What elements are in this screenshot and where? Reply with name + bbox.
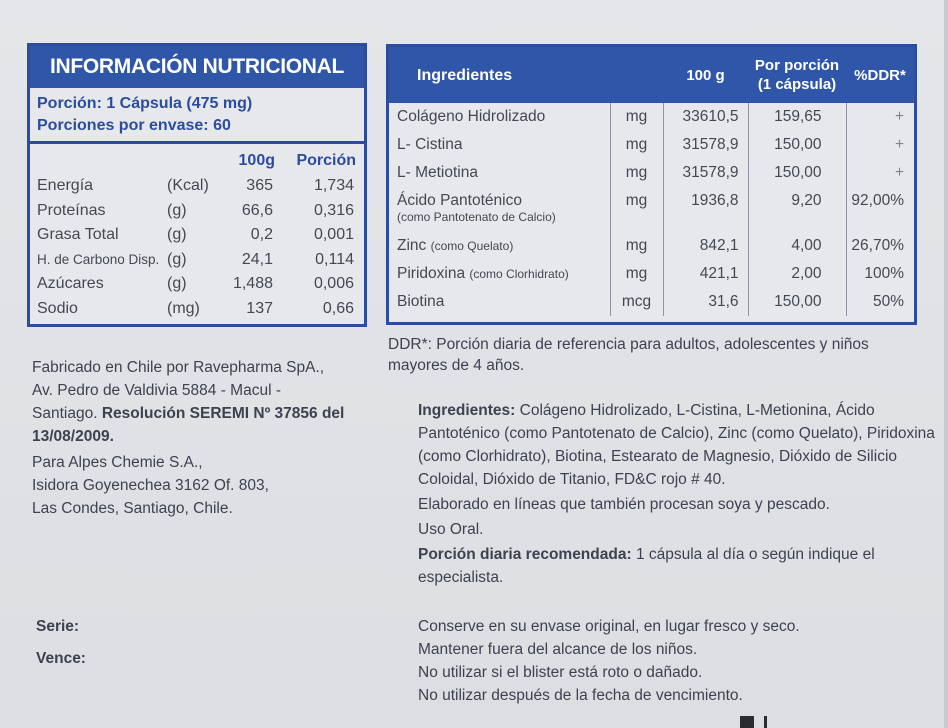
ingredient-subtitle: (como Quelato) (430, 239, 514, 253)
nutrient-100g: 24,1 (241, 250, 273, 268)
ingredient-100g: 31578,9 (663, 131, 748, 159)
ingredient-ddr: 100% (864, 265, 904, 282)
nutrient-portion: 1,734 (313, 177, 354, 195)
nutrient-name: Energía (37, 177, 94, 195)
nutrition-facts-box (27, 43, 367, 327)
maker-line: Av. Pedro de Valdivia 5884 - Macul - (32, 382, 281, 399)
resolution-date (32, 425, 382, 448)
ingredient-name: L- Cistina (389, 131, 610, 159)
nutrition-portion-info (30, 88, 364, 144)
ingredient-subtitle: (como Clorhidrato) (469, 267, 569, 281)
maker-resolution (32, 402, 382, 425)
dose-label: Porción diaria recomendada: (418, 546, 632, 563)
nutrient-portion: 0,001 (313, 226, 354, 244)
ingredients-paragraph (418, 399, 938, 491)
ingredient-row (389, 159, 914, 187)
header-blank (30, 148, 167, 174)
ingredients-list: Colágeno Hidrolizado, L-Cistina, L-Metionina, Ácido Pantoténico (como Pantotenato de Calcio), Zinc (como Quelato), Piridoxina (como Clorhidrato), Biotina, Estearato de Magnesio, Dióxido de Silicio Coloidal, Dióxido de Titanio, FD&C rojo # 40. (418, 402, 935, 488)
ingredient-ddr: 26,70% (851, 237, 904, 254)
ingredient-name: Piridoxina (397, 265, 466, 282)
ingredient-unit: mg (610, 131, 663, 159)
ingredient-row (389, 131, 914, 159)
portion-line: Porción: 1 Cápsula (475 mg) (37, 95, 253, 112)
ingredient-portion: 159,65 (748, 103, 846, 131)
nutrition-row (30, 272, 364, 297)
nutrient-100g: 365 (246, 177, 273, 195)
ingredient-100g: 33610,5 (663, 103, 748, 131)
nutrient-100g: 0,2 (250, 226, 273, 244)
ingredient-unit: mg (610, 159, 663, 187)
dose-text: 1 cápsula al día o según indique el especialista. (418, 546, 875, 586)
resolution-text: Resolución SEREMI Nº 37856 del (101, 405, 345, 422)
ingredient-100g: 31,6 (663, 288, 748, 316)
nutrient-unit: (Kcal) (167, 177, 209, 195)
note-line: No utilizar después de la fecha de vencimiento. (418, 687, 743, 704)
header-ingredients: Ingredientes (389, 47, 663, 103)
usage-note: Uso Oral. (418, 521, 484, 538)
ingredients-table (389, 47, 914, 316)
note-line: No utilizar si el blister está roto o dañado. (418, 664, 703, 681)
ingredient-name-cell (389, 260, 610, 288)
nutrition-row (30, 223, 364, 248)
ingredient-portion: 4,00 (748, 232, 846, 260)
ingredient-row (389, 260, 914, 288)
header-100g: 100g (238, 151, 275, 169)
nutrient-100g: 137 (246, 299, 273, 317)
maker-line: Las Condes, Santiago, Chile. (32, 500, 233, 517)
nutrient-unit: (mg) (167, 299, 200, 317)
ingredient-ddr: 92,00% (851, 192, 904, 209)
header-portion: Porción (296, 151, 356, 169)
nutrition-title: INFORMACIÓN NUTRICIONAL (30, 46, 364, 88)
ingredient-100g: 421,1 (663, 260, 748, 288)
ingredients-description (418, 399, 938, 591)
ingredient-row (389, 232, 914, 260)
ingredient-ddr: + (894, 164, 904, 181)
edge-strip (944, 0, 948, 728)
ingredient-unit: mg (610, 187, 663, 232)
resolution-date-text: 13/08/2009. (32, 428, 114, 445)
header-ddr: %DDR* (846, 47, 914, 103)
ingredient-name: Zinc (397, 237, 427, 254)
ingredient-subtitle: (como Pantotenato de Calcio) (397, 210, 556, 224)
ingredient-row (389, 288, 914, 316)
ingredient-row (389, 187, 914, 232)
header-per-portion-line1: Por porción (754, 57, 840, 74)
print-mark (740, 716, 754, 728)
maker-line: Isidora Goyenechea 3162 Of. 803, (32, 477, 269, 494)
ingredient-unit: mg (610, 103, 663, 131)
ingredient-name-cell (389, 232, 610, 260)
ingredient-ddr: + (894, 136, 904, 153)
dose-paragraph (418, 543, 938, 589)
nutrient-100g: 1,488 (232, 275, 273, 293)
note-line: Conserve en su envase original, en lugar fresco y seco. (418, 618, 800, 635)
ingredient-portion: 2,00 (748, 260, 846, 288)
nutrient-name: H. de Carbono Disp. (37, 252, 160, 268)
ingredient-100g: 842,1 (663, 232, 748, 260)
ingredient-unit: mg (610, 232, 663, 260)
header-per-portion (748, 47, 846, 103)
nutrient-name: Azúcares (37, 275, 104, 293)
ingredients-header-row (389, 47, 914, 103)
nutrient-name: Sodio (37, 299, 78, 317)
ingredients-table-box (386, 44, 917, 325)
header-blank-unit (167, 148, 223, 174)
maker-line: Para Alpes Chemie S.A., (32, 454, 203, 471)
ingredient-name: Biotina (389, 288, 610, 316)
note-line: Mantener fuera del alcance de los niños. (418, 641, 698, 658)
maker-city: Santiago. (32, 405, 98, 422)
nutrition-row (30, 248, 364, 273)
ingredient-100g: 31578,9 (663, 159, 748, 187)
nutrition-table (30, 148, 364, 321)
nutrition-row (30, 174, 364, 199)
storage-notes (418, 615, 938, 707)
nutrition-header-row (30, 148, 364, 174)
nutrient-unit: (g) (167, 275, 187, 293)
ingredient-row (389, 103, 914, 131)
expiry-label: Vence: (36, 650, 86, 667)
ingredient-name-cell (389, 187, 610, 232)
nutrition-row (30, 199, 364, 224)
print-mark (764, 716, 767, 728)
nutrient-portion: 0,114 (315, 250, 354, 268)
nutrient-unit: (g) (167, 201, 187, 219)
ingredients-label: Ingredientes: (418, 402, 516, 419)
ingredient-ddr: + (894, 108, 904, 125)
nutrient-unit: (g) (167, 250, 187, 268)
nutrient-name: Grasa Total (37, 226, 119, 244)
maker-line: Fabricado en Chile por Ravepharma SpA., (32, 359, 325, 376)
manufacturer-info (32, 356, 382, 520)
ingredient-name: Ácido Pantoténico (397, 192, 522, 209)
nutrient-unit: (g) (167, 226, 187, 244)
ingredient-name: Colágeno Hidrolizado (389, 103, 610, 131)
ingredient-portion: 150,00 (748, 131, 846, 159)
serie-label: Serie: (36, 618, 80, 635)
nutrient-portion: 0,66 (322, 299, 354, 317)
ingredient-100g: 1936,8 (663, 187, 748, 232)
servings-line: Porciones por envase: 60 (37, 117, 231, 134)
ingredient-portion: 9,20 (748, 187, 846, 232)
ddr-footnote: DDR*: Porción diaria de referencia para adultos, adolescentes y niños mayores de 4 años. (388, 336, 869, 374)
ingredient-ddr: 50% (872, 293, 904, 310)
header-100g: 100 g (663, 47, 748, 103)
nutrient-portion: 0,006 (313, 275, 354, 293)
nutrient-100g: 66,6 (241, 201, 273, 219)
ingredient-name: L- Metiotina (389, 159, 610, 187)
ingredient-unit: mg (610, 260, 663, 288)
nutrient-name: Proteínas (37, 201, 106, 219)
allergen-note: Elaborado en líneas que también procesan soya y pescado. (418, 496, 830, 513)
ingredient-portion: 150,00 (748, 288, 846, 316)
nutrient-portion: 0,316 (313, 201, 354, 219)
ingredient-portion: 150,00 (748, 159, 846, 187)
header-per-portion-line2: (1 cápsula) (757, 76, 837, 93)
nutrition-row (30, 297, 364, 322)
ingredient-unit: mcg (610, 288, 663, 316)
